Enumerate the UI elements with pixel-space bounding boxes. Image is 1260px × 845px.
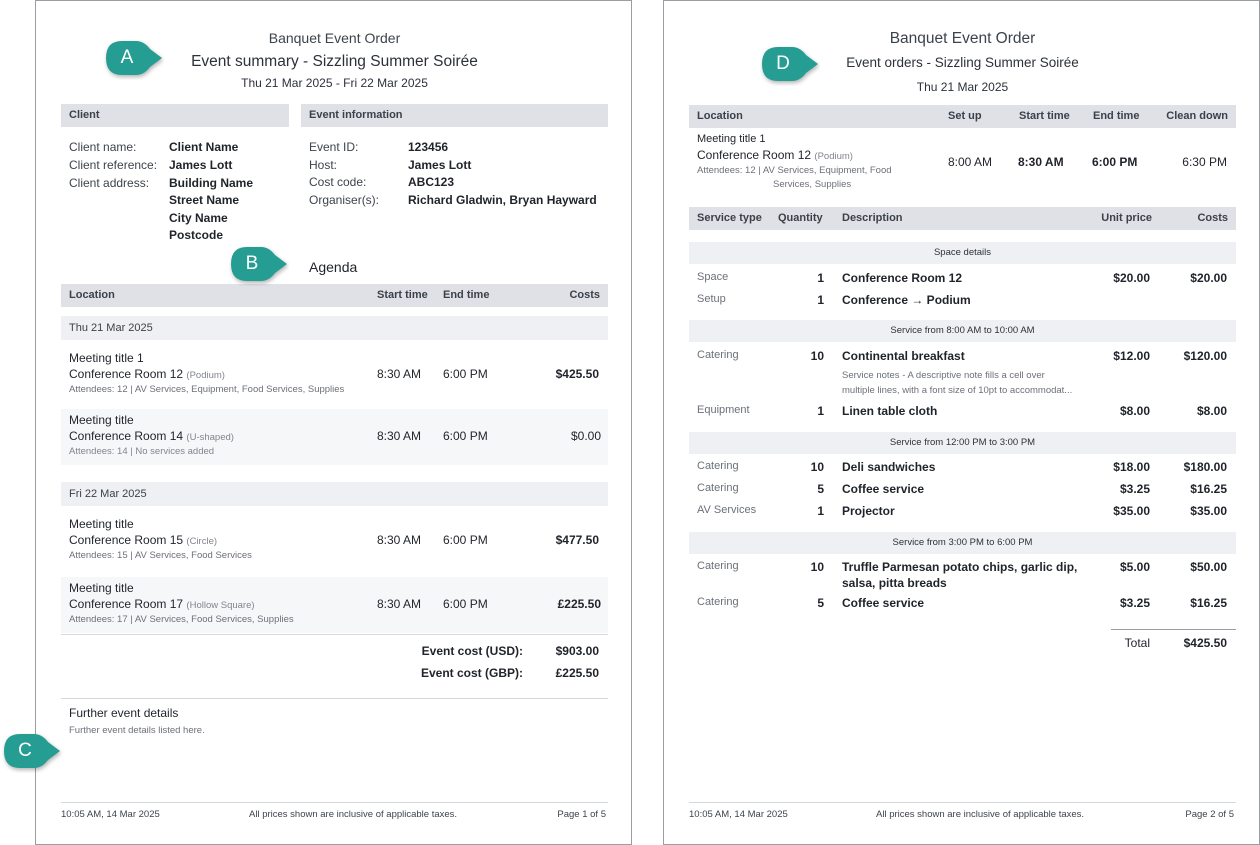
client-name-value: Client Name — [169, 140, 239, 154]
location-column-header: Location Set up Start time End time Clean down — [689, 105, 1236, 128]
orders-column-header: Service type Quantity Description Unit price Costs — [689, 207, 1236, 230]
client-header: Client — [61, 104, 289, 127]
agenda-title: Agenda — [309, 259, 358, 275]
event-cost-usd-label: Event cost (USD): — [421, 644, 523, 658]
event-information-header: Event information — [301, 104, 608, 127]
event-orders-title: Event orders - Sizzling Summer Soirée — [846, 55, 1079, 70]
callout-marker-c: C — [2, 733, 52, 769]
event-id-label: Event ID: — [309, 140, 359, 154]
agenda-meeting-row: Meeting title Conference Room 17 (Hollow Square) Attendees: 17 | AV Services, Food Services, Supplies 8:30 AM 6:00 PM £225.50 — [61, 577, 608, 633]
footer-divider — [61, 802, 608, 803]
order-section-header: Service from 3:00 PM to 6:00 PM — [689, 532, 1236, 554]
cost-code-value: ABC123 — [408, 175, 455, 189]
event-id-value: 123456 — [408, 140, 449, 154]
divider — [61, 698, 608, 699]
agenda-day-header: Thu 21 Mar 2025 — [61, 316, 608, 340]
client-reference-label: Client reference: — [69, 158, 158, 172]
client-address-label: Client address: — [69, 176, 150, 190]
further-details-title: Further event details — [69, 706, 179, 720]
page-1: Banquet Event Order Event summary - Sizzling Summer Soirée Thu 21 Mar 2025 - Fri 22 Mar 2025 Client Client name: Client Name Client reference: James Lott Client address: Building Name Street Name City Name Postcode Event information Event ID: 123456 Host: James Lott Cost code: ABC123 Organiser(s): Richard Gladwin, Bryan Hayward Agenda Location Start time End time Costs Thu 21 Mar 2025 Meeting title 1 Conference Room 12 (Podium) Attendees: 12 | AV Services, Equipment, Food Services, Supplies 8:30 AM 6:00 PM $425.50 Meeting title Conference Room 14 (U-shaped) Attendees: 14 | No services added 8:30 AM 6:00 PM $0.00 Fri 22 Mar 2025 Meeting title Conference Room 15 (Circle) Attendees: 15 | AV Services, Food Services 8:30 AM 6:00 PM $477.50 Meeting title Conference Room 17 (Hollow Square) Attendees: 17 | AV Services, Food Services, Supplies 8:30 AM 6:00 PM £225.50 Event cost (USD): $903.00 Event cost (GBP): £225.50 Further event details Further event details listed here. 10:05 AM, 14 Mar 2025 All prices shown are inclusive of applicable taxes. Page 1 of 5 — [35, 0, 632, 845]
organisers-value: Richard Gladwin, Bryan Hayward — [408, 193, 597, 207]
divider — [61, 634, 608, 635]
client-address-line: City Name — [169, 211, 228, 225]
client-name-label: Client name: — [69, 140, 137, 154]
footer-page-number: Page 1 of 5 — [557, 809, 606, 820]
document-title: Banquet Event Order — [268, 30, 401, 46]
further-details-text: Further event details listed here. — [69, 725, 205, 736]
callout-marker-d: D — [760, 46, 810, 82]
order-section-header: Space details — [689, 242, 1236, 264]
callout-marker-a: A — [104, 40, 154, 76]
agenda-meeting-row: Meeting title Conference Room 14 (U-shaped) Attendees: 14 | No services added 8:30 AM 6:00 PM $0.00 — [61, 409, 608, 465]
footer-timestamp: 10:05 AM, 14 Mar 2025 — [689, 809, 788, 820]
host-value: James Lott — [408, 158, 472, 172]
client-reference-value: James Lott — [169, 158, 233, 172]
cost-code-label: Cost code: — [309, 175, 367, 189]
client-address-line: Street Name — [169, 193, 240, 207]
event-summary-title: Event summary - Sizzling Summer Soirée — [191, 53, 478, 70]
organisers-label: Organiser(s): — [309, 193, 380, 207]
client-address-line: Building Name — [169, 176, 254, 190]
event-cost-gbp-value: £225.50 — [555, 666, 599, 680]
footer-tax-note: All prices shown are inclusive of applicable taxes. — [876, 809, 1085, 820]
event-date: Thu 21 Mar 2025 — [916, 80, 1009, 94]
footer-divider — [689, 802, 1236, 803]
event-date-range: Thu 21 Mar 2025 - Fri 22 Mar 2025 — [241, 76, 428, 90]
agenda-day-header: Fri 22 Mar 2025 — [61, 482, 608, 506]
order-section-header: Service from 8:00 AM to 10:00 AM — [689, 320, 1236, 342]
total-rule — [1111, 629, 1236, 630]
document-title: Banquet Event Order — [889, 30, 1036, 47]
callout-marker-b: B — [229, 246, 279, 282]
total-value: $425.50 — [1183, 636, 1227, 650]
agenda-column-header: Location Start time End time Costs — [61, 284, 608, 307]
event-cost-usd-value: $903.00 — [555, 644, 599, 658]
order-section-header: Service from 12:00 PM to 3:00 PM — [689, 432, 1236, 454]
client-address-line: Postcode — [169, 228, 224, 242]
footer-tax-note: All prices shown are inclusive of applicable taxes. — [249, 809, 458, 820]
host-label: Host: — [309, 158, 338, 172]
total-label: Total — [1124, 636, 1150, 650]
page-2: Banquet Event Order Event orders - Sizzling Summer Soirée Thu 21 Mar 2025 Location Set up Start time End time Clean down Meeting title 1 Conference Room 12 (Podium) Attendees: 12 | AV Services, Equipment, Food Services, Supplies 8:00 AM 8:30 AM 6:00 PM 6:30 PM Service type Quantity Description Unit price Costs Space details Space 1 Conference Room 12 $20.00 $20.00 Setup 1 Conference → Podium Service from 8:00 AM to 10:00 AM Catering 10 Continental breakfast Service notes - A descriptive note fills a cell over multiple lines, with a font size of 10pt to accommodat... $12.00 $120.00 Equipment 1 Linen table cloth $8.00 $8.00 Service from 12:00 PM to 3:00 PM Catering 10 Deli sandwiches $18.00 $180.00 Catering 5 Coffee service $3.25 $16.25 AV Services 1 Projector $35.00 $35.00 Service from 3:00 PM to 6:00 PM Catering 10 Truffle Parmesan potato chips, garlic dip, salsa, pitta breads $5.00 $50.00 Catering 5 Coffee service $3.25 $16.25 Total $425.50 10:05 AM, 14 Mar 2025 All prices shown are inclusive of applicable taxes. Page 2 of 5 — [663, 0, 1260, 845]
event-cost-gbp-label: Event cost (GBP): — [420, 666, 523, 680]
footer-timestamp: 10:05 AM, 14 Mar 2025 — [61, 809, 160, 820]
footer-page-number: Page 2 of 5 — [1185, 809, 1234, 820]
